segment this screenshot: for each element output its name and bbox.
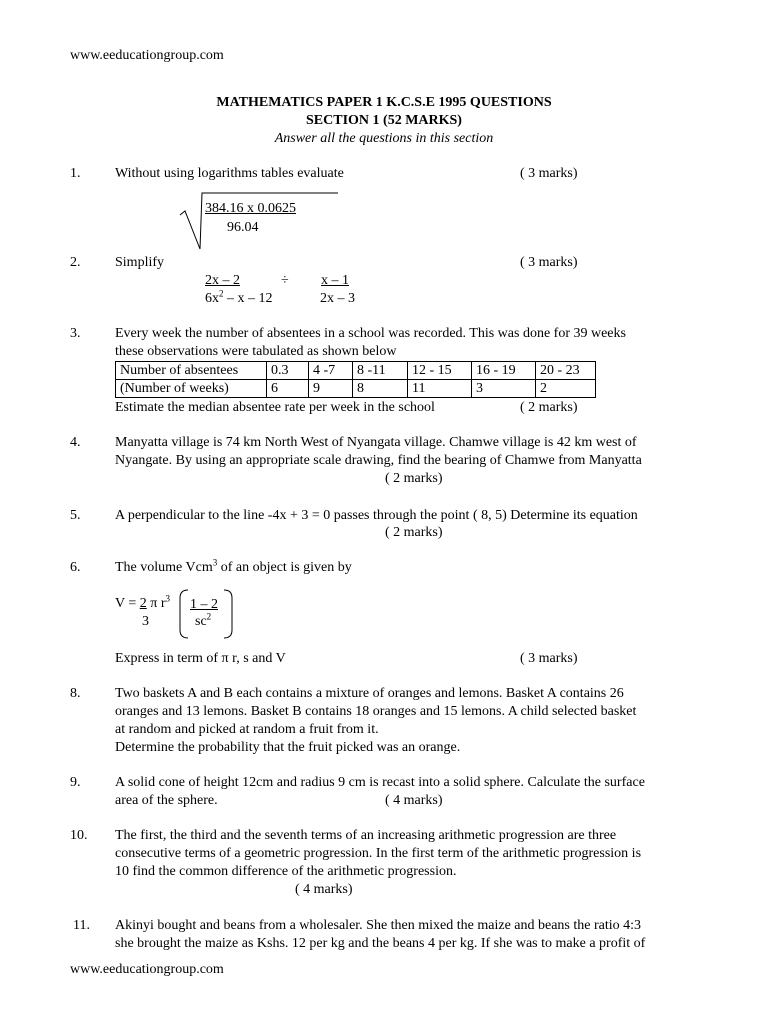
section-title: SECTION 1 (52 MARKS)	[306, 113, 462, 128]
question-marks: ( 4 marks)	[295, 882, 353, 897]
question-text: Two baskets A and B each contains a mixture of oranges and lemons. Basket A contains 26	[115, 686, 624, 701]
page-title: MATHEMATICS PAPER 1 K.C.S.E 1995 QUESTIONS	[216, 95, 552, 110]
table-cell: 11	[408, 380, 472, 398]
question-text: Simplify	[115, 255, 165, 270]
question-text: The volume Vcm$^3$ of an object is given by	[115, 557, 352, 575]
question-number: 6.	[70, 560, 81, 575]
table-cell: (Number of weeks)	[116, 380, 267, 398]
question-text: Without using logarithms tables evaluate	[115, 166, 344, 181]
table-cell: 8 -11	[353, 362, 408, 380]
header-url: www.eeducationgroup.com	[70, 48, 224, 63]
question-text: A perpendicular to the line -4x + 3 = 0 passes through the point ( 8, 5) Determine its equation	[115, 508, 638, 523]
question-text: Manyatta village is 74 km North West of Nyangata village. Chamwe village is 42 km west of	[115, 435, 637, 450]
fraction2-denominator: 2x – 3	[320, 291, 355, 306]
table-cell: 2	[536, 380, 596, 398]
inner-numerator: 1 – 2	[190, 597, 218, 612]
question-text: Akinyi bought and beans from a wholesaler. She then mixed the maize and beans the ratio 4:3	[115, 918, 642, 933]
divide-symbol: ÷	[281, 273, 289, 288]
question-text: these observations were tabulated as shown below	[115, 344, 397, 359]
question-text: 10 find the common difference of the arithmetic progression.	[115, 864, 457, 879]
question-number: 8.	[70, 686, 81, 701]
inner-denominator: $sc^2$	[195, 611, 212, 629]
square-root-sign	[178, 185, 340, 251]
question-marks: ( 3 marks)	[520, 255, 578, 270]
table-cell: 3	[472, 380, 536, 398]
table-cell: Number of absentees	[116, 362, 267, 380]
footer-url: www.eeducationgroup.com	[70, 962, 224, 977]
table-cell: 6	[267, 380, 309, 398]
question-number: 1.	[70, 166, 81, 181]
question-text: area of the sphere.	[115, 793, 218, 808]
question-text: at random and picked at random a fruit from it.	[115, 722, 379, 737]
question-number: 5.	[70, 508, 81, 523]
question-text: The first, the third and the seventh terms of an increasing arithmetic progression are three	[115, 828, 617, 843]
root-denominator: 96.04	[227, 220, 259, 235]
absentees-table	[115, 361, 596, 398]
question-number: 10.	[70, 828, 88, 843]
question-text: oranges and 13 lemons. Basket B contains 18 oranges and 15 lemons. A child selected basket	[115, 704, 637, 719]
table-cell: 0.3	[267, 362, 309, 380]
question-text: Nyangate. By using an appropriate scale drawing, find the bearing of Chamwe from Manyatta	[115, 453, 642, 468]
question-text: Every week the number of absentees in a school was recorded. This was done for 39 weeks	[115, 326, 626, 341]
fraction1-numerator: 2x – 2	[205, 273, 240, 288]
table-cell: 4 -7	[309, 362, 353, 380]
question-text: she brought the maize as Kshs. 12 per kg and the beans 4 per kg. If she was to make a profit of	[115, 936, 646, 951]
question-text: Determine the probability that the fruit picked was an orange.	[115, 740, 461, 755]
volume-formula: V = 2 π $r^3$	[115, 593, 170, 611]
instructions: Answer all the questions in this section	[274, 131, 494, 146]
question-number: 3.	[70, 326, 81, 341]
question-text: Estimate the median absentee rate per week in the school	[115, 400, 435, 415]
question-number: 9.	[70, 775, 81, 790]
question-number: 2.	[70, 255, 81, 270]
question-marks: ( 2 marks)	[385, 471, 443, 486]
table-cell: 20 - 23	[536, 362, 596, 380]
question-marks: ( 4 marks)	[385, 793, 443, 808]
question-text: Express in term of π r, s and V	[115, 651, 286, 666]
table-cell: 12 - 15	[408, 362, 472, 380]
question-marks: ( 3 marks)	[520, 166, 578, 181]
question-number: 4.	[70, 435, 81, 450]
table-row	[116, 362, 596, 380]
table-cell: 8	[353, 380, 408, 398]
question-marks: ( 2 marks)	[385, 525, 443, 540]
fraction1-denominator: $6x^2$ – x – 12	[205, 288, 273, 306]
question-number: 11.	[73, 918, 90, 933]
fraction2-numerator: x – 1	[321, 273, 349, 288]
question-text: A solid cone of height 12cm and radius 9 cm is recast into a solid sphere. Calculate the surface	[115, 775, 645, 790]
question-marks: ( 2 marks)	[520, 400, 578, 415]
formula-denominator: 3	[142, 614, 149, 629]
question-marks: ( 3 marks)	[520, 651, 578, 666]
table-row	[116, 380, 596, 398]
table-cell: 16 - 19	[472, 362, 536, 380]
root-numerator: 384.16 x 0.0625	[205, 201, 296, 216]
table-cell: 9	[309, 380, 353, 398]
question-text: consecutive terms of a geometric progression. In the first term of the arithmetic progression is	[115, 846, 642, 861]
